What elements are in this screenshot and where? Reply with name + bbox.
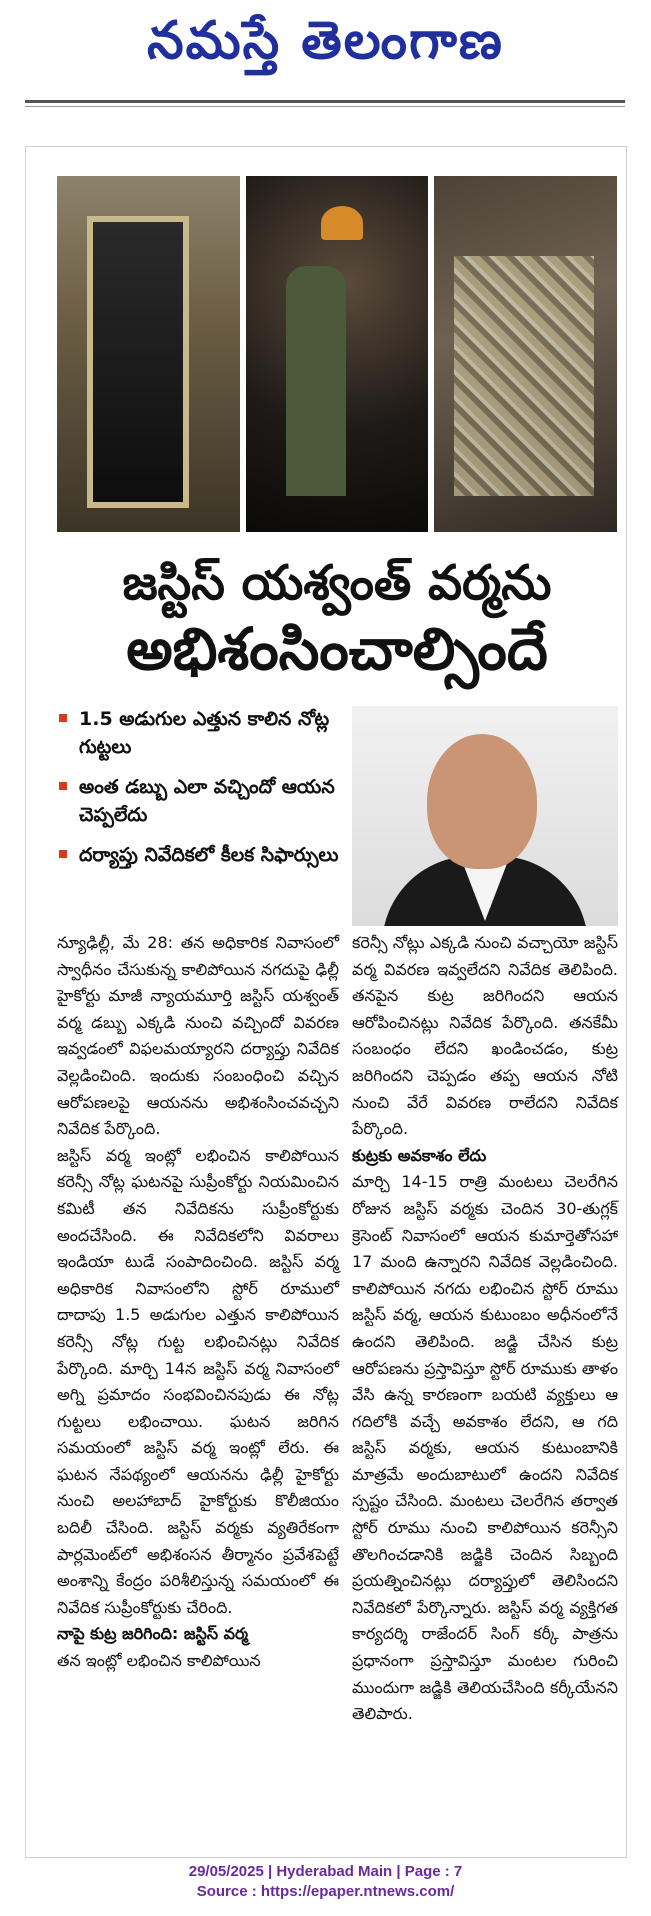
article-paragraph: మార్చి 14-15 రాత్రి మంటలు చెలరేగిన రోజున జస్టిస్ వర్మకు చెందిన 30-తుగ్లక్ క్రెసెంట్ నివాసంలో ఆయన కుమార్తెతోసహా 17 మంది ఉన్నారని నివేదిక వెల్లడించింది. కాలిపోయిన నగదు లభించిన స్టోర్ రూము జస్టిస్ వర్మ, ఆయన కుటుంబం అధీనంలోనే ఉందని తెలిపింది. జడ్జి చేసిన కుట్ర ఆరోపణను ప్రస్తావిస్తూ స్టోర్ రూముకు తాళం వేసి ఉన్న కారణంగా బయటి వ్యక్తులు ఆ గదిలోకి వచ్చే అవకాశం లేదని, ఆ గది జస్టిస్ వర్మకు, ఆయన కుటుంబానికి మాత్రమే అందుబాటులో ఉందని నివేదిక స్పష్టం చేసింది. మంటలు చెలరేగిన తర్వాత స్టోర్ రూము నుంచి కాలిపోయిన కరెన్సీని తొలగించడానికి జడ్జికి చెందిన సిబ్బంది ప్రయత్నించినట్లు దర్యాప్తులో తెలిసిందని నివేదికలో పేర్కొన్నారు. జస్టిస్ వర్మ వ్యక్తిగత కార్యదర్శి రాజేందర్ సింగ్ కర్కీ పాత్రను ప్రధానంగా ప్రస్తావిస్తూ మంటల గురించి ముందుగా జడ్జికి తెలియచేసింది కర్కీయేనని తెలిపారు.	[352, 1172, 618, 1724]
highlight-item: దర్యాప్తు నివేదికలో కీలక సిఫార్సులు	[57, 841, 342, 869]
portrait-photo	[352, 706, 618, 926]
article-paragraph: జస్టిస్ వర్మ ఇంట్లో లభించిన కాలిపోయిన కరెన్సీ నోట్ల ఘటనపై సుప్రీంకోర్టు నియమించిన కమిటీ తన నివేదికను సుప్రీంకోర్టుకు అందచేసింది. ఈ నివేదికలోని వివరాలు ఇండియా టుడే సంపాదించింది. జస్టిస్ వర్మ అధికారిక నివాసంలోని స్టోర్ రూములో దాదాపు 1.5 అడుగుల ఎత్తున కాలిపోయిన కరెన్సీ నోట్ల గుట్ట లభించినట్లు నివేదిక పేర్కొంది. మార్చి 14న జస్టిస్ వర్మ నివాసంలో అగ్ని ప్రమాదం సంభవించినపుడు ఈ నోట్ల గుట్టలు లభించాయి. ఘటన జరిగిన సమయంలో జస్టిస్ వర్మ ఇంట్లో లేరు. ఈ ఘటన నేపథ్యంలో ఆయనను ఢిల్లీ హైకోర్టు నుంచి అలహాబాద్ హైకోర్టుకు కొలీజియం బదిలీ చేసింది. జస్టిస్ వర్మకు వ్యతిరేకంగా పార్లమెంట్‌లో అభిశంసన తీర్మానం ప్రవేశపెట్టే అంశాన్ని కేంద్రం పరిశీలిస్తున్న సమయంలో ఈ నివేదిక సుప్రీంకోర్టుకు చేరింది.	[57, 1145, 339, 1617]
article-paragraph: కరెన్సీ నోట్లు ఎక్కడి నుంచి వచ్చాయో జస్టిస్ వర్మ వివరణ ఇవ్వలేదని నివేదిక తెలిపింది. తనపైన కుట్ర జరిగిందని ఆయన ఆరోపించినట్లు నివేదిక పేర్కొంది. తనకేమీ సంబంధం లేదని ఖండించడం, కుట్ర జరిగిందని చెప్పడం తప్ప ఆయన నోటి నుంచి వేరే వివరణ రాలేదని నివేదిక పేర్కొంది.	[352, 933, 618, 1139]
photo-fire-fighter	[246, 176, 429, 532]
highlights-list	[57, 705, 342, 881]
article-paragraph: న్యూఢిల్లీ, మే 28: తన అధికారిక నివాసంలో స్వాధీనం చేసుకున్న కాలిపోయిన నగదుపై ఢిల్లీ హైకోర్టు మాజీ న్యాయమూర్తి జస్టిస్ యశ్వంత్ వర్మ డబ్బు ఎక్కడి నుంచి వచ్చిందో వివరణ ఇవ్వడంలో విఫలమయ్యారని దర్యాప్తు నివేదిక వెల్లడించింది. ఇందుకు సంబంధించి వచ్చిన ఆరోపణలపై ఆయనను అభిశంసించవచ్చని నివేదిక పేర్కొంది.	[57, 933, 339, 1139]
highlight-item: 1.5 అడుగుల ఎత్తున కాలిన నోట్ల గుట్టలు	[57, 705, 342, 761]
photo-burnt-door	[57, 176, 240, 532]
footer-source: Source : https://epaper.ntnews.com/	[196, 1883, 455, 1900]
article-column-left	[57, 930, 339, 1675]
article-column-right	[352, 930, 618, 1728]
article-paragraph: తన ఇంట్లో లభించిన కాలిపోయిన	[57, 1651, 261, 1671]
newspaper-logo: నమస్తే తెలంగాణ	[147, 10, 504, 71]
page-footer	[0, 1862, 651, 1902]
headline-line-1: జస్టిస్ యశ్వంత్ వర్మను	[122, 555, 552, 611]
footer-date-edition: 29/05/2025 | Hyderabad Main | Page : 7	[188, 1863, 463, 1880]
masthead-rule-thick	[25, 100, 625, 103]
masthead-rule-thin	[25, 106, 625, 107]
highlight-item: అంత డబ్బు ఎలా వచ్చిందో ఆయన చెప్పలేదు	[57, 773, 342, 829]
article-subheading: నాపై కుట్ర జరిగింది: జస్టిస్ వర్మ	[57, 1624, 249, 1644]
headline-line-2: అభిశంసించాల్సిందే	[126, 615, 548, 683]
photo-strip	[57, 176, 617, 532]
masthead	[0, 0, 651, 95]
article-subheading: కుట్రకు అవకాశం లేదు	[352, 1145, 487, 1165]
photo-burnt-notes	[434, 176, 617, 532]
